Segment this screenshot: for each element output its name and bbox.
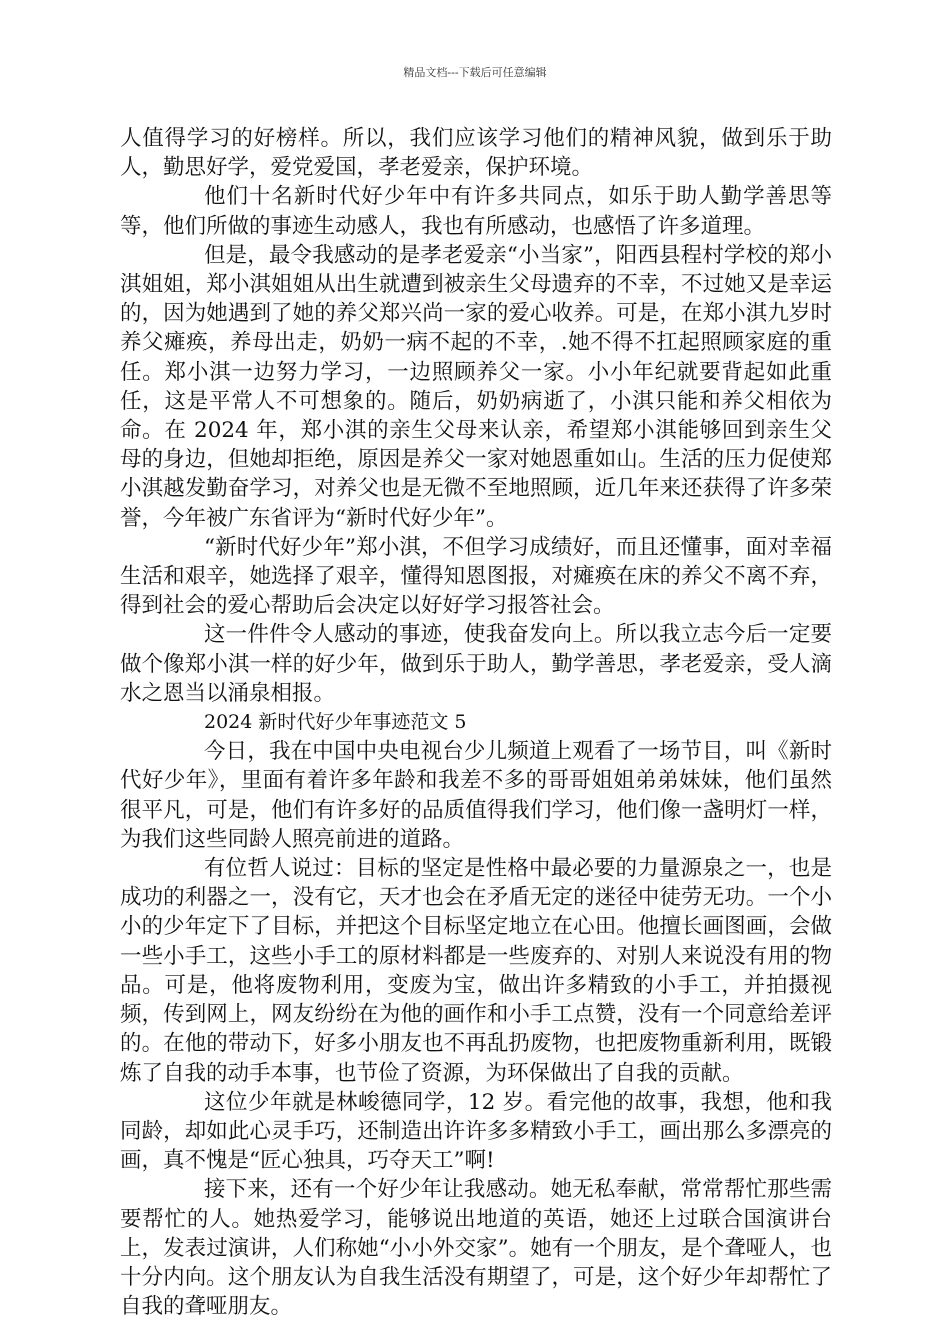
page-header: 精品文档---下载后可任意编辑 bbox=[403, 66, 547, 79]
paragraph: 但是，最令我感动的是孝老爱亲“小当家”，阳西县程村学校的郑小淇姐姐，郑小淇姐姐从出生就遭到被亲生父母遗弃的不幸，不过她又是幸运的，因为她遇到了她的养父郑兴尚一家的爱心收养。可是，在郑小淇九岁时养父瘫痪，养母出走，奶奶一病不起的不幸，.她不得不扛起照顾家庭的重任。郑小淇一边努力学习，一边照顾养父一家。小小年纪就要背起如此重任，这是平常人不可想象的。随后，奶奶病逝了，小淇只能和养父相依为命。在 2024 年，郑小淇的亲生父母来认亲，希望郑小淇能够回到亲生父母的身边，但她却拒绝，原因是养父一家对她恩重如山。生活的压力促使郑小淇越发勤奋学习，对养父也是无微不至地照顾，近几年来还获得了许多荣誉，今年被广东省评为“新时代好少年”。 bbox=[120, 242, 832, 531]
paragraph: 接下来，还有一个好少年让我感动。她无私奉献，常常帮忙那些需要帮忙的人。她热爱学习，能够说出地道的英语，她还上过联合国演讲台上，发表过演讲，人们称她“小小外交家”。她有一个朋友，是个聋哑人，也十分内向。这个朋友认为自我生活没有期望了，可是，这个好少年却帮忙了自我的聋哑朋友。 bbox=[120, 1177, 832, 1320]
paragraph: 今日，我在中国中央电视台少儿频道上观看了一场节目，叫《新时代好少年》，里面有着许多年龄和我差不多的哥哥姐姐弟弟妹妹，他们虽然很平凡，可是，他们有许多好的品质值得我们学习，他们像一盏明灯一样，为我们这些同龄人照亮前进的道路。 bbox=[120, 739, 832, 852]
paragraph: 这一件件令人感动的事迹，使我奋发向上。所以我立志今后一定要做个像郑小淇一样的好少年，做到乐于助人，勤学善思，孝老爱亲，受人滴水之恩当以涌泉相报。 bbox=[120, 622, 832, 706]
section-heading: 2024 新时代好少年事迹范文 5 bbox=[204, 711, 467, 734]
paragraph: 这位少年就是林峻德同学，12 岁。看完他的故事，我想，他和我同龄，却如此心灵手巧，还制造出许许多多精致小手工，画出那么多漂亮的画，真不愧是“匠心独具，巧夺天工”啊! bbox=[120, 1089, 832, 1174]
paragraph: 他们十名新时代好少年中有许多共同点，如乐于助人勤学善思等等，他们所做的事迹生动感人，我也有所感动，也感悟了许多道理。 bbox=[120, 184, 832, 239]
paragraph: 有位哲人说过：目标的坚定是性格中最必要的力量源泉之一，也是成功的利器之一，没有它，天才也会在矛盾无定的迷径中徒劳无功。一个小小的少年定下了目标，并把这个目标坚定地立在心田。他擅长画图画，会做一些小手工，这些小手工的原材料都是一些废弃的、对别人来说没有用的物品。可是，他将废物利用，变废为宝，做出许多精致的小手工，并拍摄视频，传到网上，网友纷纷在为他的画作和小手工点赞，没有一个同意给差评的。在他的带动下，好多小朋友也不再乱扔废物，也把废物重新利用，既锻炼了自我的动手本事，也节俭了资源，为环保做出了自我的贡献。 bbox=[120, 856, 832, 1086]
document-body bbox=[120, 124, 832, 1321]
paragraph: 人值得学习的好榜样。所以，我们应该学习他们的精神风貌，做到乐于助人，勤思好学，爱党爱国，孝老爱亲，保护环境。 bbox=[120, 126, 832, 181]
paragraph: “新时代好少年”郑小淇，不但学习成绩好，而且还懂事，面对幸福生活和艰辛，她选择了艰辛，懂得知恩图报，对瘫痪在床的养父不离不弃，得到社会的爱心帮助后会决定以好好学习报答社会。 bbox=[120, 534, 832, 619]
